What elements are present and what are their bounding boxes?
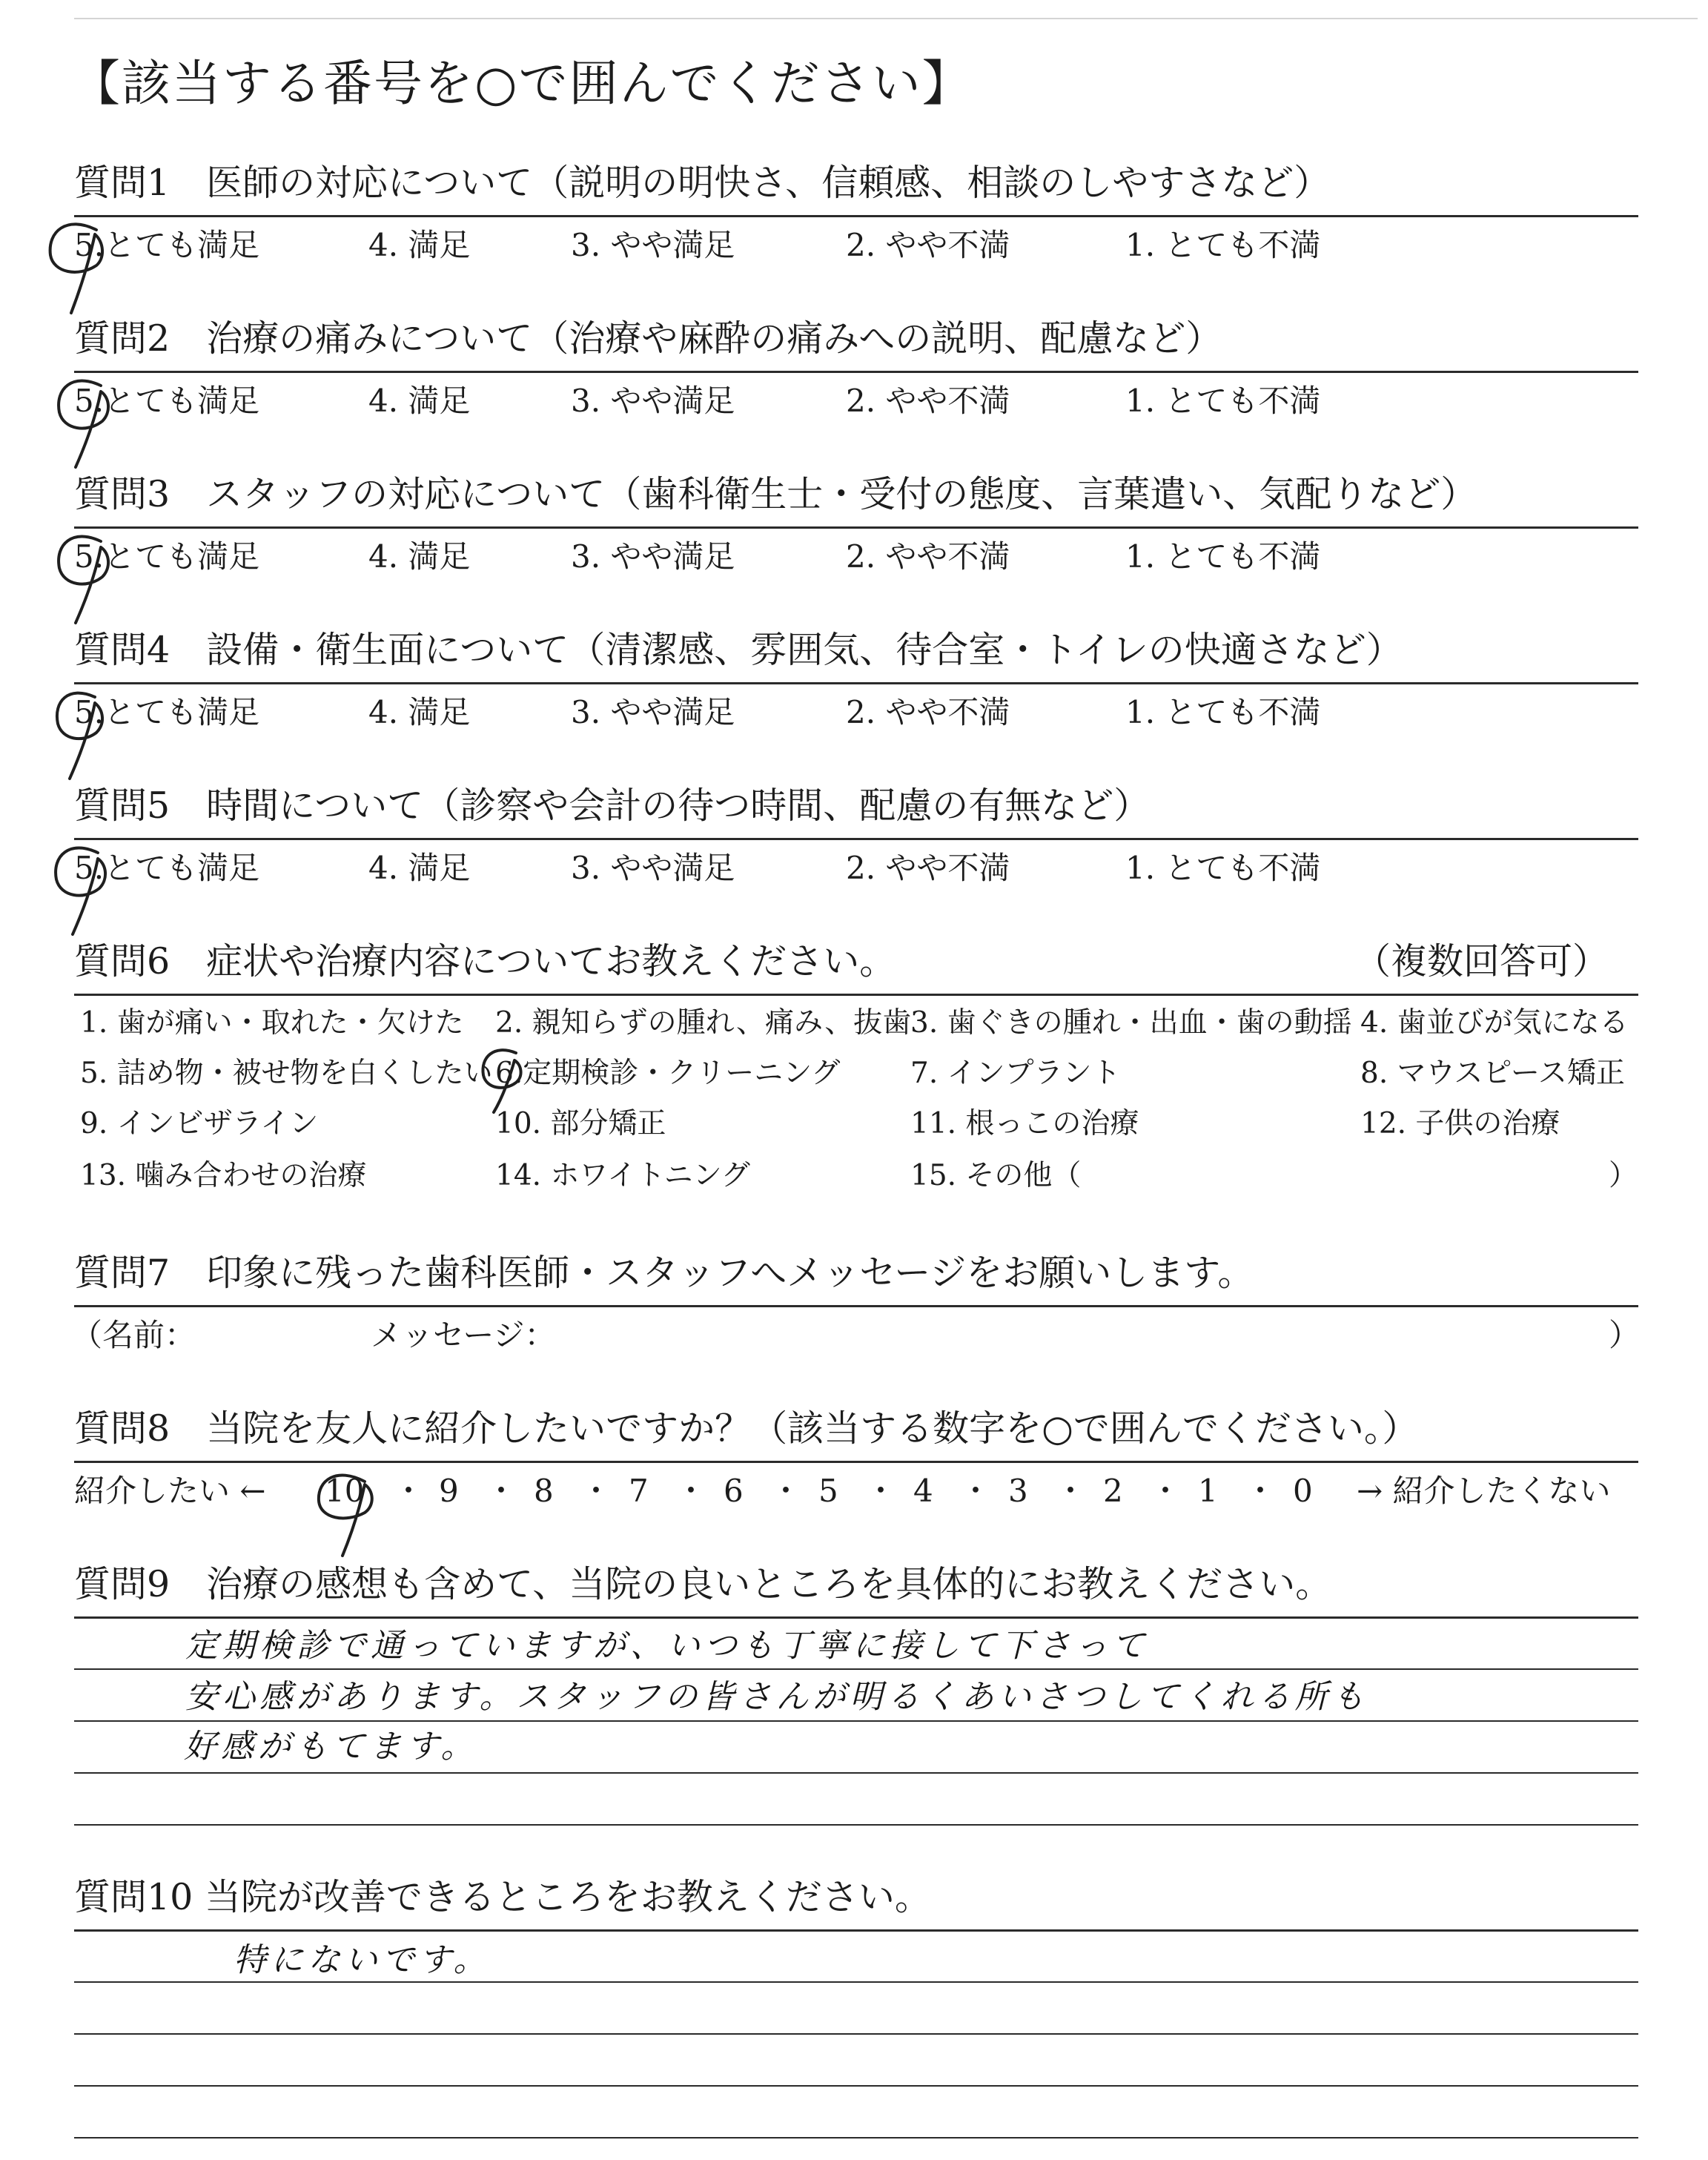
scale-value-0[interactable]: 0 <box>1293 1473 1313 1509</box>
scale-value-9[interactable]: 9 <box>439 1473 459 1509</box>
symptom-option[interactable]: 11. 根っこの治療 <box>910 1107 1139 1140</box>
option-4[interactable]: 4. 満足 <box>368 227 471 263</box>
question-rule <box>74 838 1638 840</box>
question-rule <box>74 371 1638 373</box>
option-4[interactable]: 4. 満足 <box>368 850 471 886</box>
question-rule <box>74 994 1638 996</box>
option-4[interactable]: 4. 満足 <box>368 538 471 575</box>
writing-line <box>74 2033 1638 2035</box>
writing-line <box>74 1720 1638 1722</box>
option-4[interactable]: 4. 満足 <box>368 383 471 419</box>
scale-separator: ・ <box>1245 1473 1277 1509</box>
scale-value-6[interactable]: 6 <box>724 1473 744 1509</box>
question-title: 質問4 設備・衛生面について（清潔感、雰囲気、待合室・トイレの快適さなど） <box>74 629 1403 671</box>
scale-separator: ・ <box>580 1473 612 1509</box>
scale-separator: ・ <box>675 1473 707 1509</box>
symptom-option[interactable]: 10. 部分矯正 <box>495 1107 666 1140</box>
question-title: 質問8 当院を友人に紹介したいですか？（該当する数字を○で囲んでください。） <box>74 1407 1419 1450</box>
selection-circle-mark <box>52 365 133 476</box>
scale-separator: ・ <box>1150 1473 1182 1509</box>
scale-separator: ・ <box>865 1473 897 1509</box>
writing-line <box>74 2137 1638 2138</box>
question-3 <box>74 473 1638 639</box>
symptom-option[interactable]: 1. 歯が痛い・取れた・欠けた <box>80 1006 464 1040</box>
symptom-option[interactable]: 15. その他（ <box>910 1159 1082 1192</box>
question-5 <box>74 787 1638 951</box>
scale-value-3[interactable]: 3 <box>1008 1473 1028 1509</box>
handwritten-answer-line: 定期検診で通っていますが、いつも丁寧に接して下さって <box>185 1627 1149 1665</box>
option-3[interactable]: 3. やや満足 <box>571 383 735 419</box>
selection-circle-mark <box>49 832 130 943</box>
symptom-option[interactable]: 13. 噛み合わせの治療 <box>80 1159 367 1192</box>
scale-right-label: → 紹介したくない <box>1357 1473 1611 1509</box>
option-3[interactable]: 3. やや満足 <box>571 694 735 730</box>
question-7 <box>71 1252 1641 1358</box>
question-4 <box>74 629 1638 795</box>
other-close-paren: ） <box>1609 1159 1638 1192</box>
question-title: 質問6 症状や治療内容についてお教えください。 <box>74 940 896 982</box>
symptom-option[interactable]: 4. 歯並びが気になる <box>1360 1006 1629 1040</box>
question-6 <box>74 940 1638 1210</box>
question-9 <box>74 1563 1638 1848</box>
scale-value-10[interactable]: 10 <box>325 1473 365 1509</box>
question-2 <box>74 317 1638 483</box>
question-title: 質問7 印象に残った歯科医師・スタッフへメッセージをお願いします。 <box>74 1252 1254 1294</box>
symptom-option[interactable]: 3. 歯ぐきの腫れ・出血・歯の動揺 <box>910 1006 1352 1040</box>
question-rule <box>74 215 1638 217</box>
message-label: メッセージ： <box>371 1317 556 1353</box>
question-rule <box>74 526 1638 529</box>
handwritten-answer-line: 好感がもてます。 <box>184 1728 478 1766</box>
scale-value-5[interactable]: 5 <box>818 1473 838 1509</box>
option-2[interactable]: 2. やや不満 <box>846 538 1010 575</box>
question-8 <box>74 1407 1638 1544</box>
option-5[interactable]: 5.とても満足 <box>74 850 260 886</box>
option-1[interactable]: 1. とても不満 <box>1125 538 1321 575</box>
question-10 <box>74 1876 1638 2146</box>
option-3[interactable]: 3. やや満足 <box>571 850 735 886</box>
scale-separator: ・ <box>770 1473 802 1509</box>
question-rule <box>74 1461 1638 1463</box>
option-1[interactable]: 1. とても不満 <box>1125 227 1321 263</box>
scale-separator: ・ <box>393 1473 425 1509</box>
option-1[interactable]: 1. とても不満 <box>1125 850 1321 886</box>
question-rule <box>74 682 1638 684</box>
recommend-scale <box>74 1473 1638 1520</box>
symptom-option[interactable]: 8. マウスピース矯正 <box>1360 1057 1625 1090</box>
multiple-answer-note: （複数回答可） <box>1354 940 1609 982</box>
option-5[interactable]: 5.とても満足 <box>74 694 260 730</box>
writing-line <box>74 1981 1638 1983</box>
option-1[interactable]: 1. とても不満 <box>1125 694 1321 730</box>
symptom-option[interactable]: 2. 親知らずの腫れ、痛み、抜歯 <box>495 1006 912 1040</box>
question-title: 質問5 時間について（診察や会計の待つ時間、配慮の有無など） <box>74 785 1151 827</box>
scale-left-label: 紹介したい ← <box>74 1473 266 1509</box>
symptom-option[interactable]: 7. インプラント <box>910 1057 1121 1090</box>
question-rule <box>74 1305 1638 1307</box>
writing-line <box>74 1668 1638 1670</box>
option-2[interactable]: 2. やや不満 <box>846 694 1010 730</box>
scale-separator: ・ <box>960 1473 992 1509</box>
question-1 <box>74 162 1638 328</box>
option-2[interactable]: 2. やや不満 <box>846 850 1010 886</box>
name-label: （名前： <box>71 1317 196 1353</box>
symptom-option[interactable]: 5. 詰め物・被せ物を白くしたい <box>80 1057 493 1090</box>
scale-value-1[interactable]: 1 <box>1198 1473 1218 1509</box>
handwritten-answer-line: 特にないです。 <box>234 1941 491 1979</box>
scale-value-2[interactable]: 2 <box>1103 1473 1123 1509</box>
writing-line <box>74 2085 1638 2087</box>
option-1[interactable]: 1. とても不満 <box>1125 383 1321 419</box>
option-4[interactable]: 4. 満足 <box>368 694 471 730</box>
option-5[interactable]: 5.とても満足 <box>74 383 260 419</box>
scale-separator: ・ <box>1055 1473 1087 1509</box>
symptom-option[interactable]: 12. 子供の治療 <box>1360 1107 1560 1140</box>
option-3[interactable]: 3. やや満足 <box>571 538 735 575</box>
top-border <box>74 18 1698 19</box>
symptom-option[interactable]: 6.定期検診・クリーニング <box>495 1057 841 1090</box>
question-title: 質問2 治療の痛みについて（治療や麻酔の痛みへの説明、配慮など） <box>74 317 1222 360</box>
selection-circle-mark <box>474 1038 549 1120</box>
question-title: 質問9 治療の感想も含めて、当院の良いところを具体的にお教えください。 <box>74 1563 1332 1605</box>
option-2[interactable]: 2. やや不満 <box>846 383 1010 419</box>
selection-circle-mark <box>52 521 133 632</box>
question-rule <box>74 1616 1638 1619</box>
writing-line <box>74 1824 1638 1826</box>
selection-circle-mark <box>49 676 130 787</box>
scale-value-8[interactable]: 8 <box>534 1473 554 1509</box>
symptom-option[interactable]: 14. ホワイトニング <box>495 1159 750 1192</box>
writing-line <box>74 1772 1638 1774</box>
question-title: 質問10 当院が改善できるところをお教えください。 <box>74 1876 931 1918</box>
question-title: 質問3 スタッフの対応について（歯科衛生士・受付の態度、言葉遣い、気配りなど） <box>74 473 1477 515</box>
question-title: 質問1 医師の対応について（説明の明快さ、信頼感、相談のしやすさなど） <box>74 162 1331 204</box>
symptom-option[interactable]: 9. インビザライン <box>80 1107 319 1140</box>
scale-separator: ・ <box>486 1473 517 1509</box>
scale-value-4[interactable]: 4 <box>913 1473 933 1509</box>
selection-circle-mark <box>311 1462 393 1566</box>
handwritten-answer-line: 安心感があります。スタッフの皆さんが明るくあいさつしてくれる所も <box>185 1678 1369 1716</box>
page-title: 【該当する番号を○で囲んでください】 <box>71 55 973 112</box>
option-5[interactable]: 5.とても満足 <box>74 227 260 263</box>
option-5[interactable]: 5.とても満足 <box>74 538 260 575</box>
selection-circle-mark <box>44 209 126 320</box>
scale-value-7[interactable]: 7 <box>629 1473 649 1509</box>
option-3[interactable]: 3. やや満足 <box>571 227 735 263</box>
question-rule <box>74 1929 1638 1932</box>
message-close-paren: ） <box>1609 1317 1641 1353</box>
option-2[interactable]: 2. やや不満 <box>846 227 1010 263</box>
